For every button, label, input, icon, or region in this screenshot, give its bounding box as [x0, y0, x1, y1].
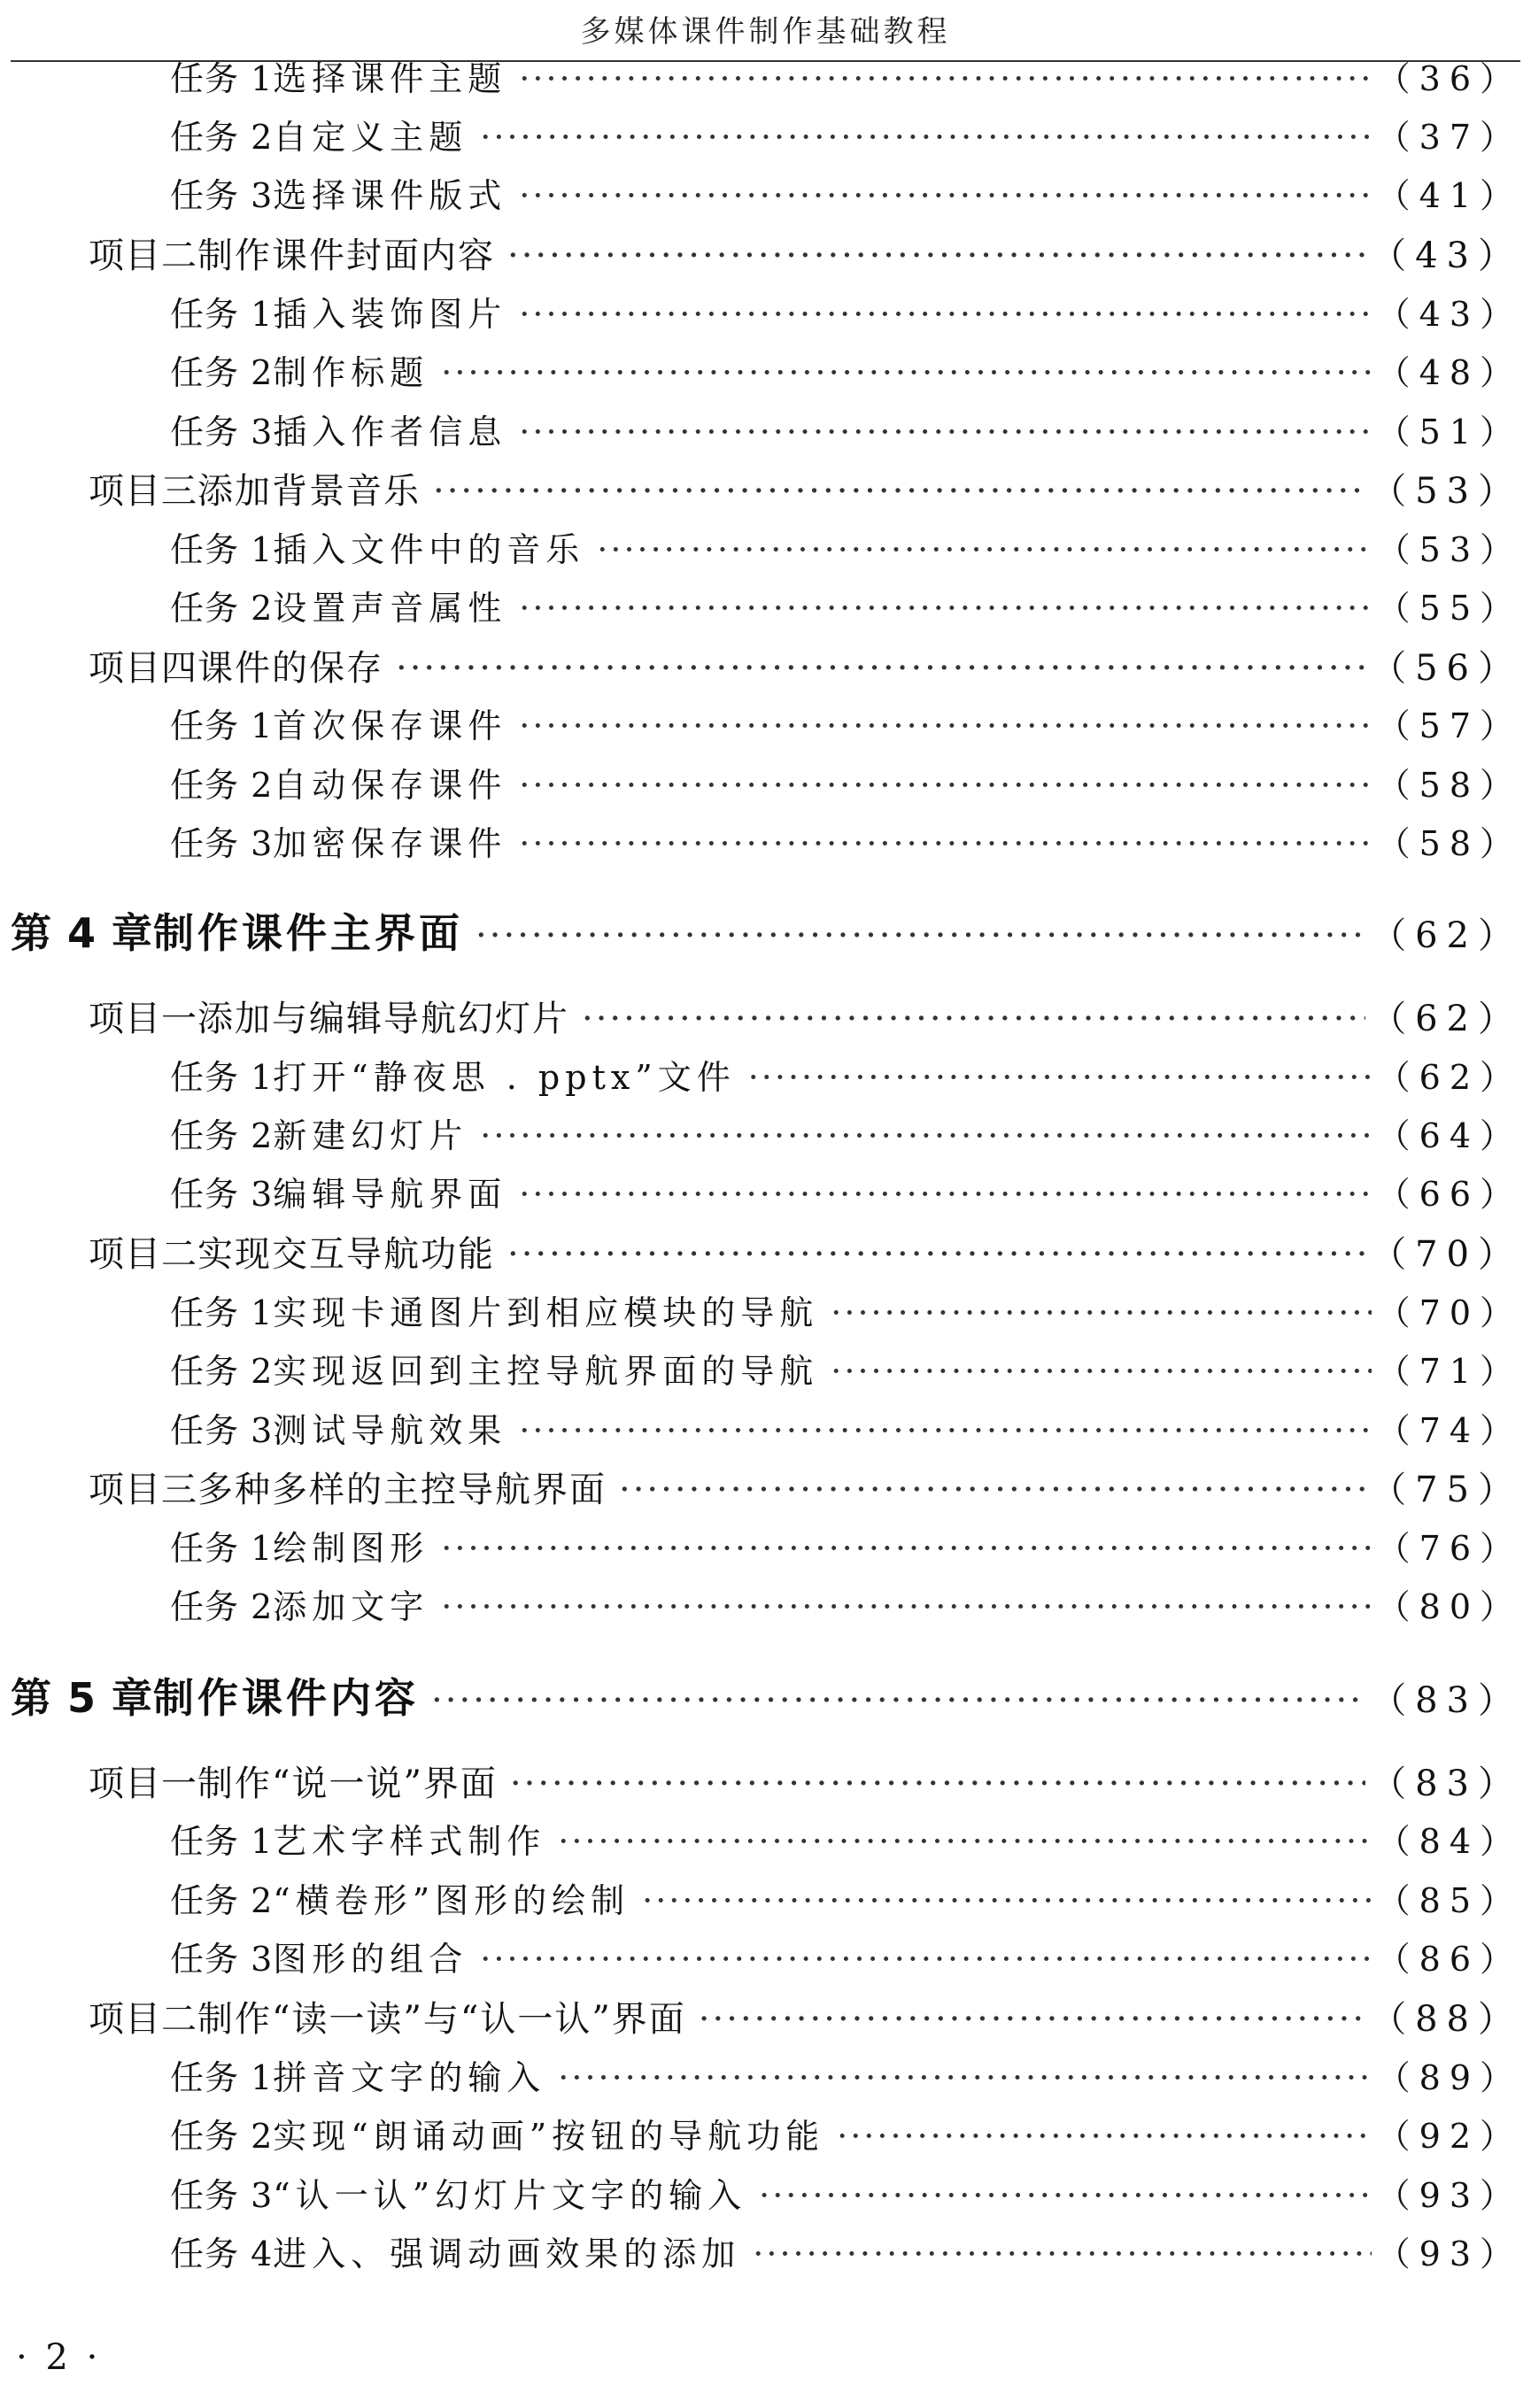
toc-project-entry: [89, 1462, 1522, 1512]
toc-task-entry: [170, 1814, 1522, 1863]
toc-entry-number: 任务 3: [170, 1940, 274, 1979]
dot-leader: [441, 1529, 1371, 1568]
toc-entry-title: 实现返回到主控导航界面的导航: [273, 1352, 819, 1391]
toc-task-entry: [170, 1285, 1522, 1334]
toc-task-entry: [170, 758, 1522, 807]
toc-entry-number: 任务 2: [170, 589, 274, 628]
toc-entry-number: 任务 1: [170, 2058, 274, 2097]
dot-leader: [480, 1940, 1371, 1979]
toc-entry-title: 进入、强调动画效果的添加: [273, 2234, 741, 2273]
toc-entry-number: 任务 3: [170, 413, 274, 452]
toc-entry-number: 任务 3: [170, 176, 274, 215]
dot-leader: [519, 766, 1371, 805]
toc-entry-number: 任务 2: [170, 1352, 274, 1391]
toc-entry-number: 任务 3: [170, 2176, 274, 2215]
toc-entry-title: “横卷形”图形的绘制: [273, 1881, 630, 1920]
toc-entry-title: 实现卡通图片到相应模块的导航: [273, 1293, 819, 1332]
toc-task-entry: [170, 1050, 1522, 1099]
toc-task-entry: [170, 1167, 1522, 1216]
toc-entry-title: 插入装饰图片: [273, 295, 507, 334]
toc-entry-number: 任务 2: [170, 766, 274, 805]
toc-task-entry: [170, 1579, 1522, 1628]
toc-task-entry: [170, 110, 1522, 158]
toc-task-entry: [170, 1344, 1522, 1393]
dot-leader: [558, 1822, 1371, 1861]
toc-entry-page: （71）: [1376, 1352, 1522, 1391]
dot-leader: [831, 1293, 1371, 1332]
toc-entry-number: 任务 1: [170, 1293, 274, 1332]
toc-entry-page: （48）: [1376, 353, 1522, 392]
toc-entry-number: 项目三: [89, 471, 197, 512]
page-number: · 2 ·: [16, 2337, 102, 2378]
toc-task-entry: [170, 698, 1522, 747]
toc-entry-page: （36）: [1376, 59, 1522, 98]
dot-leader: [441, 1587, 1371, 1626]
dot-leader: [699, 1999, 1365, 2040]
dot-leader: [519, 589, 1371, 628]
toc-entry-title: 自动保存课件: [273, 766, 507, 805]
toc-entry-number: 项目三: [89, 1470, 197, 1510]
toc-entry-number: 任务 2: [170, 1881, 274, 1920]
toc-project-entry: [89, 1226, 1522, 1277]
toc-entry-title: 添加背景音乐: [197, 471, 421, 512]
toc-task-entry: [170, 2109, 1522, 2157]
dot-leader: [519, 59, 1371, 98]
toc-entry-page: （57）: [1376, 706, 1522, 745]
toc-entry-number: 项目一: [89, 1764, 197, 1804]
toc-entry-title: 打开“静夜思 . pptx”文件: [273, 1058, 736, 1097]
toc-entry-title: 编辑导航界面: [273, 1175, 507, 1214]
dot-leader: [480, 118, 1371, 157]
toc-entry-number: 项目二: [89, 235, 197, 276]
toc-task-entry: [170, 51, 1522, 100]
toc-entry-number: 任务 1: [170, 1058, 274, 1097]
toc-entry-title: 制作“读一读”与“认一认”界面: [197, 1999, 686, 2040]
toc-entry-page: （92）: [1376, 2117, 1522, 2156]
toc-task-entry: [170, 522, 1522, 571]
toc-task-entry: [170, 581, 1522, 629]
toc-entry-number: 任务 2: [170, 2117, 274, 2156]
toc-entry-page: （70）: [1376, 1293, 1522, 1332]
toc-entry-page: （62）: [1371, 999, 1522, 1039]
toc-entry-title: “认一认”幻灯片文字的输入: [273, 2176, 747, 2215]
toc-task-entry: [170, 1403, 1522, 1452]
toc-entry-title: 制作课件封面内容: [197, 235, 495, 276]
toc-entry-title: 图形的组合: [273, 1940, 468, 1979]
dot-leader: [519, 1411, 1371, 1450]
toc-entry-page: （64）: [1376, 1116, 1522, 1155]
toc-entry-page: （55）: [1376, 589, 1522, 628]
toc-entry-title: 制作课件主界面: [153, 909, 464, 957]
toc-entry-page: （93）: [1376, 2176, 1522, 2215]
toc-entry-page: （53）: [1376, 530, 1522, 569]
toc-entry-number: 任务 4: [170, 2234, 274, 2273]
toc-entry-page: （66）: [1376, 1175, 1522, 1214]
dot-leader: [519, 706, 1371, 745]
toc-entry-title: 制作课件内容: [153, 1674, 420, 1722]
toc-entry-page: （41）: [1376, 176, 1522, 215]
toc-task-entry: [170, 1521, 1522, 1570]
dot-leader: [642, 1881, 1372, 1920]
toc-entry-page: （76）: [1376, 1529, 1522, 1568]
toc-entry-number: 任务 2: [170, 1587, 274, 1626]
toc-task-entry: [170, 2227, 1522, 2275]
toc-project-entry: [89, 640, 1522, 691]
toc-task-entry: [170, 2050, 1522, 2099]
toc-entry-page: （58）: [1376, 766, 1522, 805]
toc-task-entry: [170, 287, 1522, 336]
toc-entry-page: （37）: [1376, 118, 1522, 157]
toc-entry-number: 项目一: [89, 999, 197, 1039]
toc-entry-title: 插入作者信息: [273, 413, 507, 452]
toc-entry-number: 任务 1: [170, 1529, 274, 1568]
dot-leader: [519, 176, 1371, 215]
toc-entry-page: （51）: [1376, 413, 1522, 452]
toc-entry-title: 选择课件版式: [273, 176, 507, 215]
toc-entry-title: 添加文字: [273, 1587, 429, 1626]
dot-leader: [558, 2058, 1371, 2097]
toc-chapter-entry: [11, 1666, 1522, 1725]
toc-entry-page: （75）: [1371, 1470, 1522, 1510]
toc-entry-title: 设置声音属性: [273, 589, 507, 628]
toc-entry-page: （62）: [1376, 1058, 1522, 1097]
dot-leader: [433, 471, 1365, 512]
toc-entry-number: 任务 2: [170, 118, 274, 157]
toc-entry-title: 加密保存课件: [273, 824, 507, 863]
dot-leader: [831, 1352, 1371, 1391]
toc-entry-number: 任务 1: [170, 706, 274, 745]
toc-entry-title: 绘制图形: [273, 1529, 429, 1568]
toc-task-entry: [170, 1873, 1522, 1922]
toc-entry-number: 任务 3: [170, 1175, 274, 1214]
dot-leader: [837, 2117, 1372, 2156]
toc-chapter-entry: [11, 901, 1522, 960]
dot-leader: [753, 2234, 1371, 2273]
toc-entry-number: 任务 3: [170, 1411, 274, 1450]
dot-leader: [480, 1116, 1371, 1155]
toc-entry-number: 项目二: [89, 1999, 197, 2040]
toc-entry-page: （88）: [1371, 1999, 1522, 2040]
toc-entry-title: 艺术字样式制作: [273, 1822, 546, 1861]
dot-leader: [597, 530, 1371, 569]
dot-leader: [507, 1234, 1365, 1275]
toc-entry-page: （80）: [1376, 1587, 1522, 1626]
toc-project-entry: [89, 228, 1522, 278]
dot-leader: [441, 353, 1371, 392]
toc-entry-page: （62）: [1371, 915, 1522, 956]
toc-entry-title: 实现“朗诵动画”按钮的导航功能: [273, 2117, 825, 2156]
toc-task-entry: [170, 1108, 1522, 1157]
toc-entry-number: 任务 1: [170, 1822, 274, 1861]
toc-entry-page: （58）: [1376, 824, 1522, 863]
toc-entry-number: 第 5 章: [11, 1674, 154, 1722]
dot-leader: [519, 413, 1371, 452]
toc-entry-page: （43）: [1371, 235, 1522, 276]
toc-project-entry: [89, 1991, 1522, 2041]
toc-entry-page: （83）: [1371, 1764, 1522, 1804]
toc-entry-title: 自定义主题: [273, 118, 468, 157]
toc-entry-number: 项目二: [89, 1234, 197, 1275]
toc-entry-page: （83）: [1371, 1680, 1522, 1721]
toc-entry-title: 首次保存课件: [273, 706, 507, 745]
toc-entry-number: 任务 3: [170, 824, 274, 863]
toc-task-entry: [170, 2168, 1522, 2217]
toc-entry-page: （70）: [1371, 1234, 1522, 1275]
toc-entry-title: 测试导航效果: [273, 1411, 507, 1450]
toc-entry-title: 制作标题: [273, 353, 429, 392]
toc-entry-page: （56）: [1371, 648, 1522, 689]
toc-project-entry: [89, 1756, 1522, 1806]
toc-task-entry: [170, 1932, 1522, 1980]
toc-project-entry: [89, 463, 1522, 513]
toc-entry-page: （85）: [1376, 1881, 1522, 1920]
toc-entry-title: 选择课件主题: [273, 59, 507, 98]
toc-entry-page: （89）: [1376, 2058, 1522, 2097]
dot-leader: [431, 1680, 1365, 1721]
toc-entry-number: 任务 2: [170, 1116, 274, 1155]
toc-entry-title: 多种多样的主控导航界面: [197, 1470, 607, 1510]
toc-task-entry: [170, 168, 1522, 217]
running-title: 多媒体课件制作基础教程: [580, 14, 951, 50]
toc-entry-number: 任务 1: [170, 59, 274, 98]
toc-entry-title: 新建幻灯片: [273, 1116, 468, 1155]
toc-task-entry: [170, 405, 1522, 453]
toc-entry-page: （74）: [1376, 1411, 1522, 1450]
toc-entry-number: 任务 2: [170, 353, 274, 392]
toc-task-entry: [170, 816, 1522, 865]
dot-leader: [396, 648, 1365, 689]
toc-entry-page: （53）: [1371, 471, 1522, 512]
toc-entry-title: 制作“说一说”界面: [197, 1764, 498, 1804]
toc-task-entry: [170, 345, 1522, 394]
dot-leader: [748, 1058, 1372, 1097]
toc-entry-number: 任务 1: [170, 530, 274, 569]
dot-leader: [507, 235, 1365, 276]
toc-entry-title: 课件的保存: [197, 648, 383, 689]
toc-entry-number: 第 4 章: [11, 909, 154, 957]
dot-leader: [519, 295, 1371, 334]
dot-leader: [476, 915, 1365, 956]
dot-leader: [519, 824, 1371, 863]
toc-entry-title: 插入文件中的音乐: [273, 530, 585, 569]
dot-leader: [582, 999, 1365, 1039]
toc-entry-page: （93）: [1376, 2234, 1522, 2273]
toc-project-entry: [89, 991, 1522, 1041]
dot-leader: [510, 1764, 1365, 1804]
toc-entry-page: （43）: [1376, 295, 1522, 334]
toc-entry-title: 添加与编辑导航幻灯片: [197, 999, 569, 1039]
toc-entry-title: 实现交互导航功能: [197, 1234, 495, 1275]
toc-entry-number: 任务 1: [170, 295, 274, 334]
toc-entry-number: 项目四: [89, 648, 197, 689]
dot-leader: [619, 1470, 1365, 1510]
toc-entry-title: 拼音文字的输入: [273, 2058, 546, 2097]
dot-leader: [519, 1175, 1371, 1214]
dot-leader: [759, 2176, 1372, 2215]
toc-entry-page: （86）: [1376, 1940, 1522, 1979]
toc-entry-page: （84）: [1376, 1822, 1522, 1861]
